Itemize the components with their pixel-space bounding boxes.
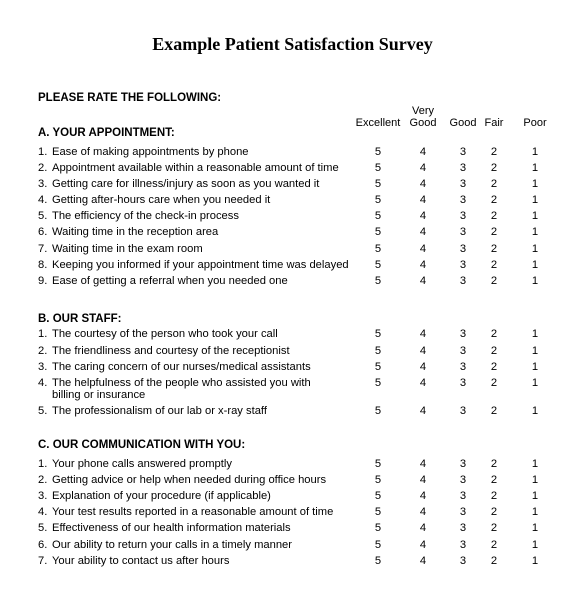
rating-option[interactable]: 3 — [459, 210, 467, 222]
rating-option[interactable]: 4 — [419, 162, 427, 174]
rating-option[interactable]: 2 — [490, 361, 498, 373]
question-item — [38, 361, 311, 373]
question-text: The friendliness and courtesy of the receptionist — [52, 345, 290, 357]
rating-header-line: Good — [449, 117, 477, 129]
rating-option[interactable]: 3 — [459, 275, 467, 287]
rating-option[interactable]: 4 — [419, 506, 427, 518]
rating-option[interactable]: 4 — [419, 474, 427, 486]
question-number: 2. — [38, 474, 48, 486]
question-item — [38, 377, 311, 401]
rating-option[interactable]: 5 — [374, 328, 382, 340]
question-number: 9. — [38, 275, 48, 287]
question-text: Our ability to return your calls in a timely manner — [52, 539, 293, 551]
section-heading: C. OUR COMMUNICATION WITH YOU: — [38, 439, 246, 451]
rating-option[interactable]: 2 — [490, 405, 498, 417]
rating-option[interactable]: 3 — [459, 243, 467, 255]
question-number: 7. — [38, 243, 48, 255]
question-text: billing or insurance — [52, 389, 146, 401]
question-item — [38, 345, 290, 357]
question-text-line — [38, 328, 278, 340]
question-number: 1. — [38, 328, 48, 340]
rating-option[interactable]: 5 — [374, 345, 382, 357]
question-item — [38, 506, 333, 518]
question-text: Your test results reported in a reasonable amount of time — [52, 506, 334, 518]
rating-option[interactable]: 1 — [531, 474, 539, 486]
rating-option[interactable]: 5 — [374, 361, 382, 373]
rating-option[interactable]: 5 — [374, 474, 382, 486]
rating-option[interactable]: 1 — [531, 361, 539, 373]
question-text: Keeping you informed if your appointment time was delayed — [52, 259, 349, 271]
question-number: 1. — [38, 458, 48, 470]
rating-option[interactable]: 2 — [490, 328, 498, 340]
question-text: Your ability to contact us after hours — [52, 555, 230, 567]
rating-option[interactable]: 4 — [419, 458, 427, 470]
question-text-line — [38, 146, 249, 158]
rating-option[interactable]: 2 — [490, 345, 498, 357]
rating-option[interactable]: 2 — [490, 243, 498, 255]
question-number: 5. — [38, 522, 48, 534]
section-heading: B. OUR STAFF: — [38, 313, 122, 325]
rating-option[interactable]: 2 — [490, 539, 498, 551]
question-number: 3. — [38, 490, 48, 502]
rating-option[interactable]: 5 — [374, 539, 382, 551]
rating-option[interactable]: 1 — [531, 162, 539, 174]
rating-option[interactable]: 2 — [490, 555, 498, 567]
question-text: Your phone calls answered promptly — [52, 458, 232, 470]
rating-option[interactable]: 4 — [419, 490, 427, 502]
rating-header-line: Poor — [523, 117, 547, 129]
question-number: 8. — [38, 259, 48, 271]
rating-option[interactable]: 5 — [374, 490, 382, 502]
rating-option[interactable]: 4 — [419, 226, 427, 238]
rating-header — [495, 117, 575, 129]
question-text: The helpfulness of the people who assisted you with — [52, 377, 311, 389]
rating-option[interactable]: 3 — [459, 490, 467, 502]
rating-option[interactable]: 5 — [374, 555, 382, 567]
question-number: 4. — [38, 377, 48, 389]
question-text: Getting after-hours care when you needed it — [52, 194, 271, 206]
rating-option[interactable]: 3 — [459, 555, 467, 567]
rating-option[interactable]: 5 — [374, 275, 382, 287]
rating-option[interactable]: 1 — [531, 146, 539, 158]
rating-header-line: Good — [409, 117, 437, 129]
question-text-line — [38, 389, 311, 401]
rating-option[interactable]: 2 — [490, 226, 498, 238]
rating-option[interactable]: 1 — [531, 328, 539, 340]
rating-option[interactable]: 4 — [419, 555, 427, 567]
rating-option[interactable]: 5 — [374, 243, 382, 255]
question-number: 2. — [38, 345, 48, 357]
question-text-line — [38, 243, 203, 255]
rating-option[interactable]: 3 — [459, 345, 467, 357]
rating-option[interactable]: 2 — [490, 522, 498, 534]
question-text-line — [38, 226, 218, 238]
question-text-line — [38, 361, 311, 373]
rating-option[interactable]: 3 — [459, 458, 467, 470]
rating-option[interactable]: 1 — [531, 377, 539, 389]
rating-header-line: Excellent — [355, 117, 401, 129]
question-text: The professionalism of our lab or x-ray staff — [52, 405, 267, 417]
rating-option[interactable]: 3 — [459, 146, 467, 158]
rating-header-line: Very — [411, 105, 434, 117]
question-text-line — [38, 345, 290, 357]
question-item — [38, 243, 203, 255]
rating-option[interactable]: 2 — [490, 377, 498, 389]
question-text-line — [38, 377, 311, 389]
rating-option[interactable]: 2 — [490, 178, 498, 190]
rating-option[interactable]: 4 — [419, 377, 427, 389]
question-number: 3. — [38, 178, 48, 190]
question-text: Getting advice or help when needed during office hours — [52, 474, 327, 486]
rating-option[interactable]: 3 — [459, 405, 467, 417]
rating-option[interactable]: 3 — [459, 178, 467, 190]
page-title: Example Patient Satisfaction Survey — [152, 34, 433, 54]
rating-header-line: Fair — [484, 117, 504, 129]
rating-option[interactable]: 5 — [374, 178, 382, 190]
rating-option[interactable]: 1 — [531, 405, 539, 417]
rating-option[interactable]: 1 — [531, 226, 539, 238]
rating-option[interactable]: 1 — [531, 194, 539, 206]
question-text: The efficiency of the check-in process — [52, 210, 239, 222]
question-text-line — [38, 555, 229, 567]
question-text: The courtesy of the person who took your call — [52, 328, 278, 340]
rating-option[interactable]: 1 — [531, 458, 539, 470]
rating-option[interactable]: 3 — [459, 377, 467, 389]
rating-option[interactable]: 5 — [374, 226, 382, 238]
question-number: 7. — [38, 555, 48, 567]
question-item — [38, 259, 349, 271]
rating-option[interactable]: 4 — [419, 146, 427, 158]
rating-option[interactable]: 5 — [374, 146, 382, 158]
rating-option[interactable]: 5 — [374, 210, 382, 222]
rating-option[interactable]: 4 — [419, 259, 427, 271]
rating-option[interactable]: 1 — [531, 555, 539, 567]
question-item — [38, 275, 288, 287]
question-text: Waiting time in the reception area — [52, 226, 219, 238]
question-text: Explanation of your procedure (if applicable) — [52, 490, 271, 502]
question-text-line — [38, 405, 267, 417]
rating-option[interactable]: 2 — [490, 194, 498, 206]
rating-option[interactable]: 2 — [490, 275, 498, 287]
question-item — [38, 178, 319, 190]
question-number: 2. — [38, 162, 48, 174]
question-text: Ease of making appointments by phone — [52, 146, 249, 158]
question-item — [38, 194, 270, 206]
question-item — [38, 490, 271, 502]
question-text-line — [38, 522, 291, 534]
question-number: 3. — [38, 361, 48, 373]
rating-option[interactable]: 4 — [419, 328, 427, 340]
rating-option[interactable]: 2 — [490, 506, 498, 518]
rating-option[interactable]: 1 — [531, 506, 539, 518]
rating-option[interactable]: 4 — [419, 522, 427, 534]
rating-option[interactable]: 1 — [531, 210, 539, 222]
rating-option[interactable]: 5 — [374, 194, 382, 206]
question-text: The caring concern of our nurses/medical assistants — [52, 361, 311, 373]
rating-option[interactable]: 3 — [459, 194, 467, 206]
rating-option[interactable]: 2 — [490, 490, 498, 502]
rating-option[interactable]: 1 — [531, 243, 539, 255]
rating-option[interactable]: 4 — [419, 194, 427, 206]
question-text-line — [38, 474, 326, 486]
rating-option[interactable]: 1 — [531, 275, 539, 287]
rating-option[interactable]: 3 — [459, 539, 467, 551]
question-number: 5. — [38, 210, 48, 222]
rating-option[interactable]: 5 — [374, 506, 382, 518]
rating-option[interactable]: 3 — [459, 226, 467, 238]
question-text-line — [38, 259, 349, 271]
question-text: Ease of getting a referral when you needed one — [52, 275, 288, 287]
rating-option[interactable]: 3 — [459, 328, 467, 340]
question-number: 1. — [38, 146, 48, 158]
question-item — [38, 474, 326, 486]
question-number: 4. — [38, 194, 48, 206]
rating-option[interactable]: 4 — [419, 243, 427, 255]
rating-option[interactable]: 1 — [531, 539, 539, 551]
rating-option[interactable]: 3 — [459, 361, 467, 373]
question-text-line — [38, 275, 288, 287]
question-number: 6. — [38, 539, 48, 551]
question-number: 5. — [38, 405, 48, 417]
rating-option[interactable]: 3 — [459, 522, 467, 534]
question-text-line — [38, 490, 271, 502]
rating-option[interactable]: 4 — [419, 178, 427, 190]
rating-option[interactable]: 2 — [490, 259, 498, 271]
question-item — [38, 405, 267, 417]
question-item — [38, 458, 232, 470]
question-number: 6. — [38, 226, 48, 238]
rating-option[interactable]: 4 — [419, 275, 427, 287]
rating-option[interactable]: 3 — [459, 506, 467, 518]
rating-option[interactable]: 2 — [490, 146, 498, 158]
rating-option[interactable]: 1 — [531, 259, 539, 271]
question-item — [38, 555, 229, 567]
rating-option[interactable]: 2 — [490, 458, 498, 470]
rating-option[interactable]: 4 — [419, 210, 427, 222]
rating-option[interactable]: 5 — [374, 259, 382, 271]
question-text-line — [38, 194, 270, 206]
rating-option[interactable]: 1 — [531, 522, 539, 534]
rating-option[interactable]: 5 — [374, 162, 382, 174]
rating-option[interactable]: 4 — [419, 539, 427, 551]
rating-option[interactable]: 1 — [531, 490, 539, 502]
rating-option[interactable]: 1 — [531, 178, 539, 190]
rating-option[interactable]: 5 — [374, 458, 382, 470]
question-text-line — [38, 178, 319, 190]
rating-option[interactable]: 3 — [459, 259, 467, 271]
rating-option[interactable]: 2 — [490, 474, 498, 486]
rating-option[interactable]: 2 — [490, 210, 498, 222]
question-item — [38, 226, 218, 238]
question-text: Getting care for illness/injury as soon as you wanted it — [52, 178, 320, 190]
question-text-line — [38, 210, 239, 222]
rating-option[interactable]: 1 — [531, 345, 539, 357]
question-text: Effectiveness of our health information materials — [52, 522, 291, 534]
rating-option[interactable]: 4 — [419, 345, 427, 357]
rating-option[interactable]: 5 — [374, 522, 382, 534]
question-text-line — [38, 458, 232, 470]
question-text: Appointment available within a reasonable amount of time — [52, 162, 339, 174]
question-item — [38, 539, 292, 551]
question-text-line — [38, 539, 292, 551]
question-text-line — [38, 162, 339, 174]
section-heading: A. YOUR APPOINTMENT: — [38, 127, 175, 139]
question-item — [38, 162, 339, 174]
instructions-heading: PLEASE RATE THE FOLLOWING: — [38, 92, 222, 104]
question-item — [38, 328, 278, 340]
question-item — [38, 146, 249, 158]
rating-option[interactable]: 2 — [490, 162, 498, 174]
rating-option[interactable]: 4 — [419, 361, 427, 373]
rating-option[interactable]: 3 — [459, 162, 467, 174]
question-text-line — [38, 506, 333, 518]
question-text: Waiting time in the exam room — [52, 243, 203, 255]
rating-option[interactable]: 4 — [419, 405, 427, 417]
rating-option[interactable]: 5 — [374, 405, 382, 417]
question-item — [38, 522, 291, 534]
question-item — [38, 210, 239, 222]
rating-option[interactable]: 5 — [374, 377, 382, 389]
question-number: 4. — [38, 506, 48, 518]
rating-option[interactable]: 3 — [459, 474, 467, 486]
